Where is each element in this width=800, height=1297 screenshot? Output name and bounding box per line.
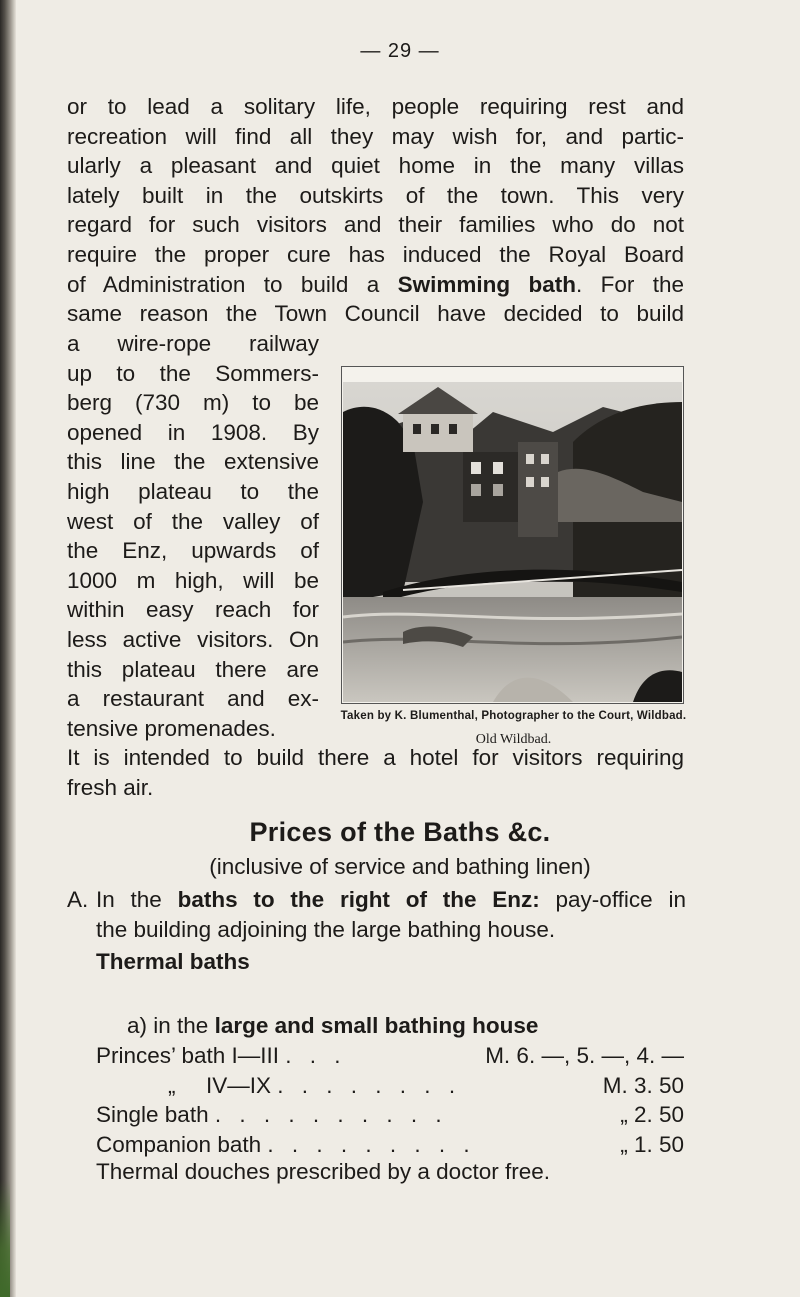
leader-dots: . . . . . . . . . [267, 1131, 476, 1157]
item-a-line [96, 885, 686, 915]
price-row [96, 1071, 684, 1101]
price-label [96, 1130, 476, 1160]
intro-line: require the proper cure has induced the Royal Board [67, 241, 684, 267]
item-a-line: the building adjoining the large bathing house. [96, 916, 556, 942]
item-a-bold: baths to the right of the Enz: [177, 887, 540, 912]
column-line: high plateau to the [67, 478, 319, 504]
ditto-mark: „ [168, 1072, 176, 1098]
intro-line: regard for such visitors and their families who do not [67, 212, 684, 238]
column-line: opened in 1908. By [67, 419, 319, 445]
photo-image [343, 382, 682, 702]
photo-caption: Old Wildbad. [475, 732, 552, 747]
intro-line: lately built in the outskirts of the town. This very [67, 182, 684, 208]
swimming-bath-emphasis: Swimming bath [397, 271, 577, 297]
column-line: a wire-rope railway [67, 331, 319, 356]
intro-line: or to lead a solitary life, people requiring rest and [67, 94, 684, 119]
price-row [96, 1041, 684, 1071]
column-line: less active visitors. On [67, 626, 319, 652]
section-a-bold: large and small bathing house [214, 1013, 539, 1038]
column-line: west of the valley of [67, 508, 319, 534]
line-prefix: of Administration to build a [67, 271, 380, 297]
price-row [96, 1130, 684, 1160]
old-wildbad-photo [341, 366, 684, 704]
column-line: a restaurant and ex- [67, 686, 319, 712]
price-label [206, 1071, 461, 1101]
thermal-baths-heading: Thermal baths [96, 949, 250, 974]
hotel-line: It is intended to build there a hotel for visitors requiring [67, 745, 684, 770]
column-line: the Enz, upwards of [67, 538, 319, 564]
intro-paragraph [67, 92, 684, 329]
price-label-text: Single bath [96, 1102, 209, 1128]
hotel-paragraph [67, 743, 684, 802]
intro-line: recreation will find all they may wish for, and partic- [67, 123, 684, 149]
price-label-text: Princes’ bath I—III [96, 1043, 279, 1068]
section-a-prefix: a) in the [127, 1013, 209, 1038]
price-label [96, 1100, 448, 1130]
column-line: 1000 m high, will be [67, 567, 319, 593]
leader-dots: . . . [285, 1043, 347, 1068]
column-line: up to the Sommers- [67, 360, 319, 386]
column-line: tensive promenades. [67, 715, 276, 741]
page-stain [0, 1180, 10, 1297]
line-suffix: . For the [576, 271, 684, 297]
column-line: this line the extensive [67, 449, 319, 475]
intro-line-swimming [67, 270, 684, 300]
price-value: M. 3. 50 [602, 1072, 684, 1098]
intro-line: ularly a pleasant and quiet home in the many villas [67, 153, 684, 179]
price-value: M. 6. —, 5. —, 4. — [485, 1043, 684, 1068]
price-label-text: IV—IX [206, 1072, 272, 1098]
item-a-label: A. [67, 887, 89, 912]
book-spine-shadow [0, 0, 16, 1297]
item-a-body [96, 885, 686, 944]
item-a-rest: pay-office in [555, 887, 686, 912]
column-line: within easy reach for [67, 597, 319, 623]
column-line: berg (730 m) to be [67, 390, 319, 416]
leader-dots: . . . . . . . . . . [214, 1102, 448, 1128]
prices-subheading: (inclusive of service and bathing linen) [209, 854, 591, 879]
photo-credit: Taken by K. Blumenthal, Photographer to the Court, Wildbad. [340, 710, 687, 722]
price-value: „ 1. 50 [620, 1131, 684, 1157]
price-row [96, 1100, 684, 1130]
railway-paragraph [67, 329, 319, 743]
price-label-text: Companion bath [96, 1131, 262, 1157]
hotel-line: fresh air. [67, 774, 154, 800]
thermal-douches-note: Thermal douches prescribed by a doctor free. [96, 1159, 550, 1184]
price-value: „ 2. 50 [620, 1102, 684, 1128]
column-line: this plateau there are [67, 656, 319, 682]
price-label [96, 1041, 347, 1071]
town-scene-illustration [343, 382, 682, 702]
leader-dots: . . . . . . . . [277, 1072, 462, 1098]
prices-heading: Prices of the Baths &c. [249, 817, 551, 847]
page-number: — 29 — [360, 40, 440, 62]
intro-line: same reason the Town Council have decided to build [67, 301, 684, 327]
section-a-heading [127, 1013, 538, 1039]
price-list [96, 1041, 684, 1159]
item-a-intro: In the [96, 887, 162, 912]
